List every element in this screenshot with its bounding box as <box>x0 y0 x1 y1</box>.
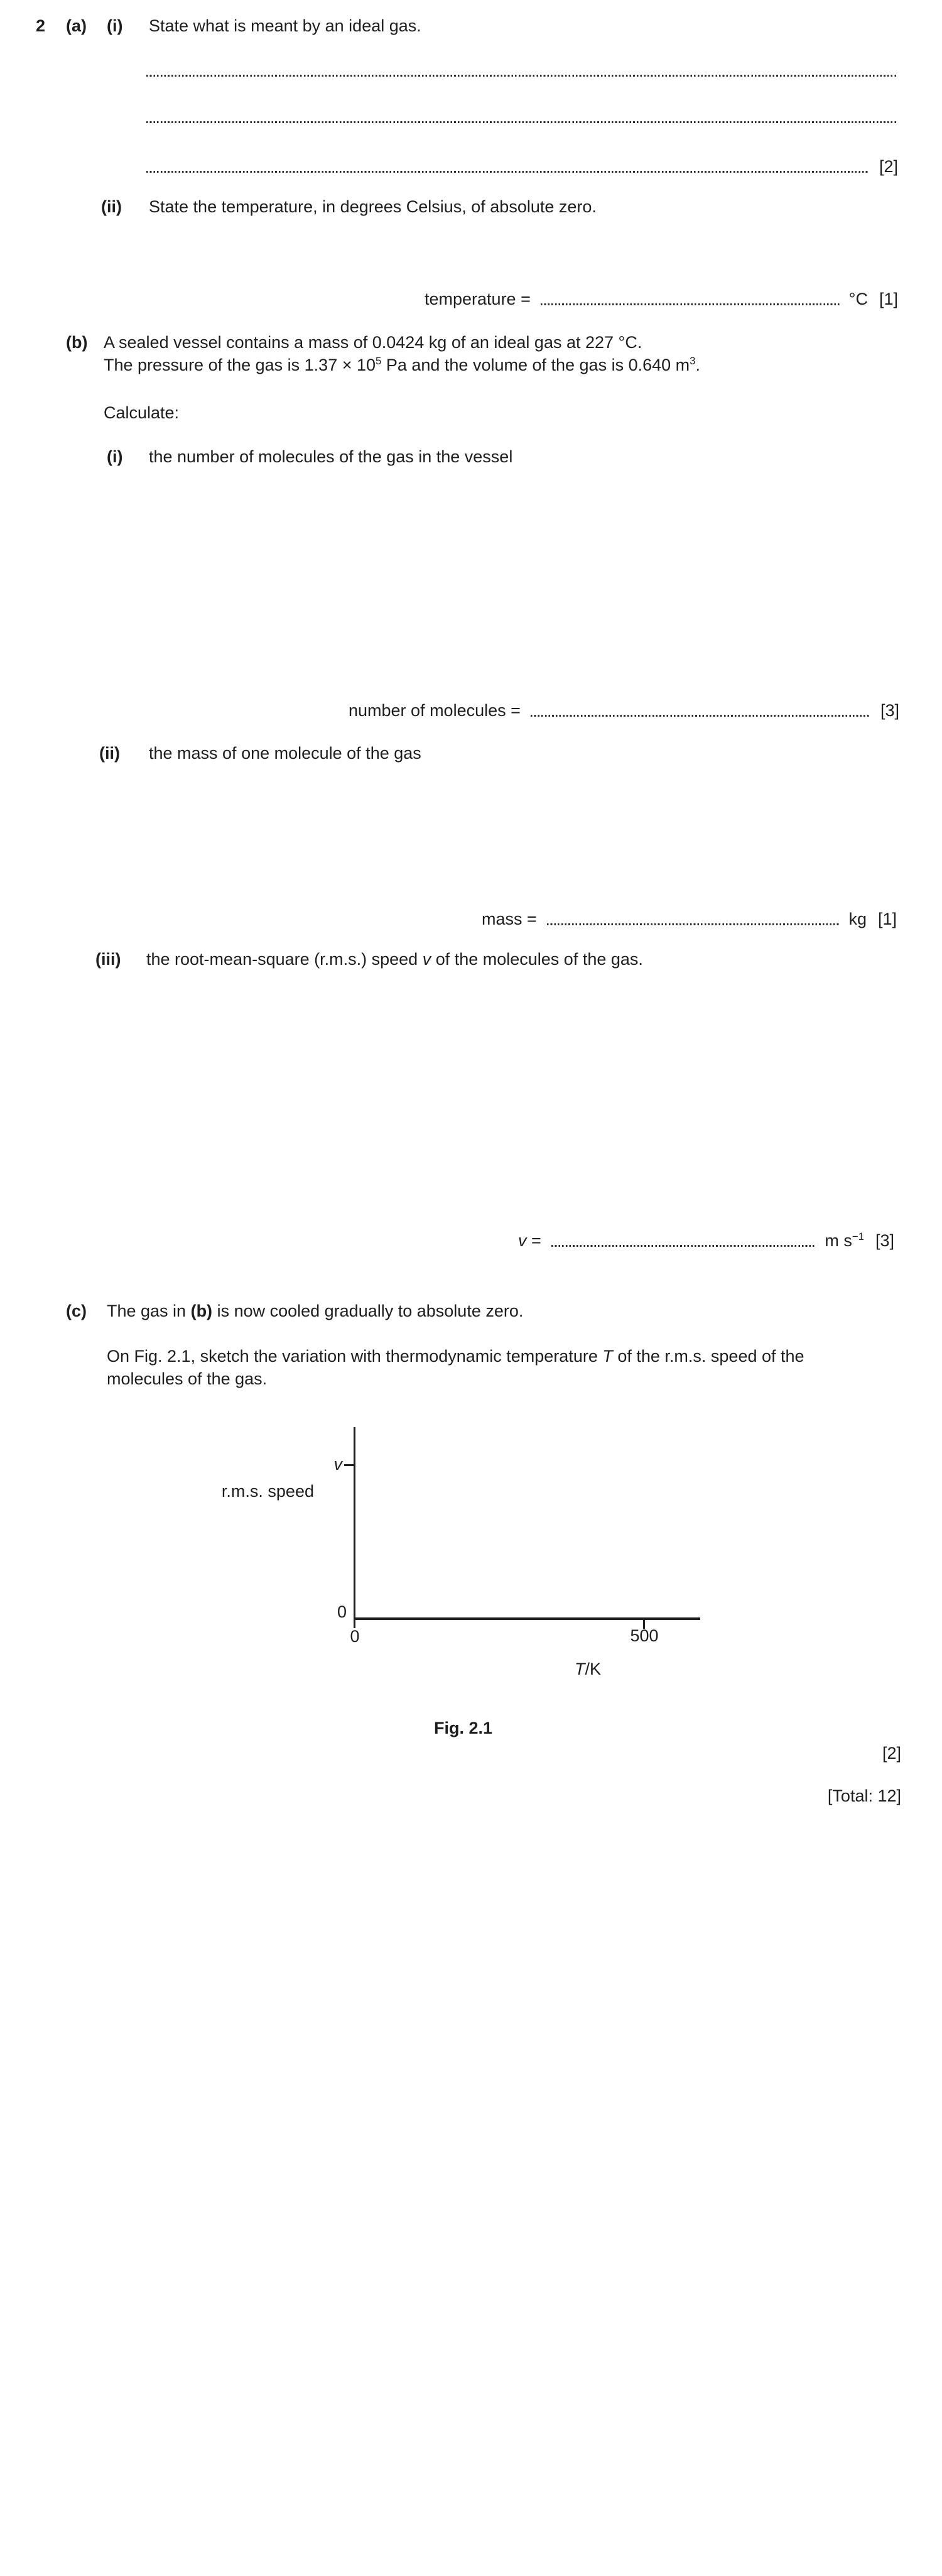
part-c-line1-pre: The gas in <box>107 1302 191 1320</box>
part-a-ii-label: (ii) <box>101 197 122 216</box>
part-a-label: (a) <box>66 16 87 35</box>
part-c-line1-post: is now cooled gradually to absolute zero. <box>212 1302 524 1320</box>
speed-symbol: v <box>422 950 431 969</box>
part-b-ii-marks: [1] <box>877 910 897 928</box>
speed-answer-row <box>518 1231 894 1251</box>
figure-x-axis-name <box>575 1660 601 1679</box>
part-a-i-marks: [2] <box>879 157 898 176</box>
part-b-ii-label: (ii) <box>99 744 120 763</box>
part-c-label: (c) <box>66 1302 87 1320</box>
part-b-line2-post: . <box>695 356 700 375</box>
part-b-i-question-text: the number of molecules of the gas in the vessel <box>149 447 513 466</box>
part-c-b-ref: (b) <box>190 1302 213 1320</box>
speed-answer-line <box>551 1245 816 1247</box>
temperature-symbol: T <box>602 1347 613 1366</box>
figure-y-tick-v <box>344 1464 354 1466</box>
speed-answer-eq: = <box>526 1231 541 1251</box>
part-b-line2 <box>104 355 700 375</box>
part-b-i-marks: [3] <box>880 701 899 720</box>
part-b-iii-marks: [3] <box>875 1231 894 1251</box>
answer-line-2 <box>146 121 898 123</box>
part-b-iii-question-text <box>146 950 643 969</box>
part-a-i-label: (i) <box>107 16 123 35</box>
figure-y-axis-name: r.m.s. speed <box>221 1482 314 1501</box>
part-b-iii-pre: the root-mean-square (r.m.s.) speed <box>146 950 423 969</box>
molecules-answer-label: number of molecules = <box>349 701 521 720</box>
part-b-label: (b) <box>66 333 88 352</box>
molecules-answer-row <box>349 701 899 720</box>
figure-x-axis-unit: /K <box>585 1660 602 1678</box>
mass-answer-line <box>547 923 840 925</box>
speed-unit-base: m s <box>825 1231 852 1251</box>
part-a-ii-question-text: State the temperature, in degrees Celsius, of absolute zero. <box>149 197 597 216</box>
part-c-line2-pre: On Fig. 2.1, sketch the variation with thermodynamic temperature <box>107 1347 603 1366</box>
part-c-marks: [2] <box>882 1744 901 1763</box>
figure-y-axis <box>354 1427 355 1628</box>
speed-answer-label <box>518 1231 541 1251</box>
total-marks: [Total: 12] <box>827 1786 901 1805</box>
question-number: 2 <box>36 16 46 35</box>
figure-x-tick-label: 500 <box>630 1626 659 1645</box>
molecules-answer-line <box>531 715 869 717</box>
part-b-iii-post: of the molecules of the gas. <box>431 950 643 969</box>
figure-caption: Fig. 2.1 <box>433 1719 493 1737</box>
part-b-iii-label: (iii) <box>95 950 121 969</box>
mass-answer-label: mass = <box>482 910 537 928</box>
part-c-line1 <box>107 1302 523 1321</box>
figure-x-axis <box>354 1617 700 1620</box>
part-b-line1: A sealed vessel contains a mass of 0.0424 kg of an ideal gas at 227 °C. <box>104 333 642 352</box>
part-c-line2 <box>107 1347 804 1366</box>
temperature-answer-row <box>425 290 898 309</box>
pressure-exponent: 5 <box>376 355 382 367</box>
speed-unit-exponent: −1 <box>852 1231 864 1242</box>
answer-line-3 <box>146 171 868 173</box>
figure-x-zero-label: 0 <box>350 1627 360 1646</box>
figure-x-axis-var: T <box>575 1660 585 1678</box>
part-b-line2-mid: Pa and the volume of the gas is 0.640 m <box>381 356 690 375</box>
volume-exponent: 3 <box>690 355 696 367</box>
temperature-unit: °C <box>848 290 868 308</box>
answer-line-1 <box>146 75 898 77</box>
part-b-i-label: (i) <box>107 447 123 466</box>
temperature-answer-label: temperature = <box>425 290 531 308</box>
part-a-i-question-text: State what is meant by an ideal gas. <box>149 16 421 35</box>
part-b-line2-pre: The pressure of the gas is 1.37 × 10 <box>104 356 376 375</box>
part-a-ii-marks: [1] <box>879 290 898 308</box>
answer-line-3-row <box>146 157 898 177</box>
speed-unit <box>825 1231 864 1251</box>
part-c-line2-post: of the r.m.s. speed of the <box>612 1347 804 1366</box>
mass-answer-row <box>482 910 897 929</box>
temperature-answer-line <box>541 303 840 305</box>
mass-unit: kg <box>848 910 867 928</box>
part-b-ii-question-text: the mass of one molecule of the gas <box>149 744 421 763</box>
calculate-text: Calculate: <box>104 403 180 422</box>
part-c-line3: molecules of the gas. <box>107 1369 268 1388</box>
figure-y-zero-label: 0 <box>337 1602 347 1621</box>
speed-answer-var: v <box>518 1231 527 1251</box>
figure-y-tick-label: v <box>333 1455 342 1474</box>
